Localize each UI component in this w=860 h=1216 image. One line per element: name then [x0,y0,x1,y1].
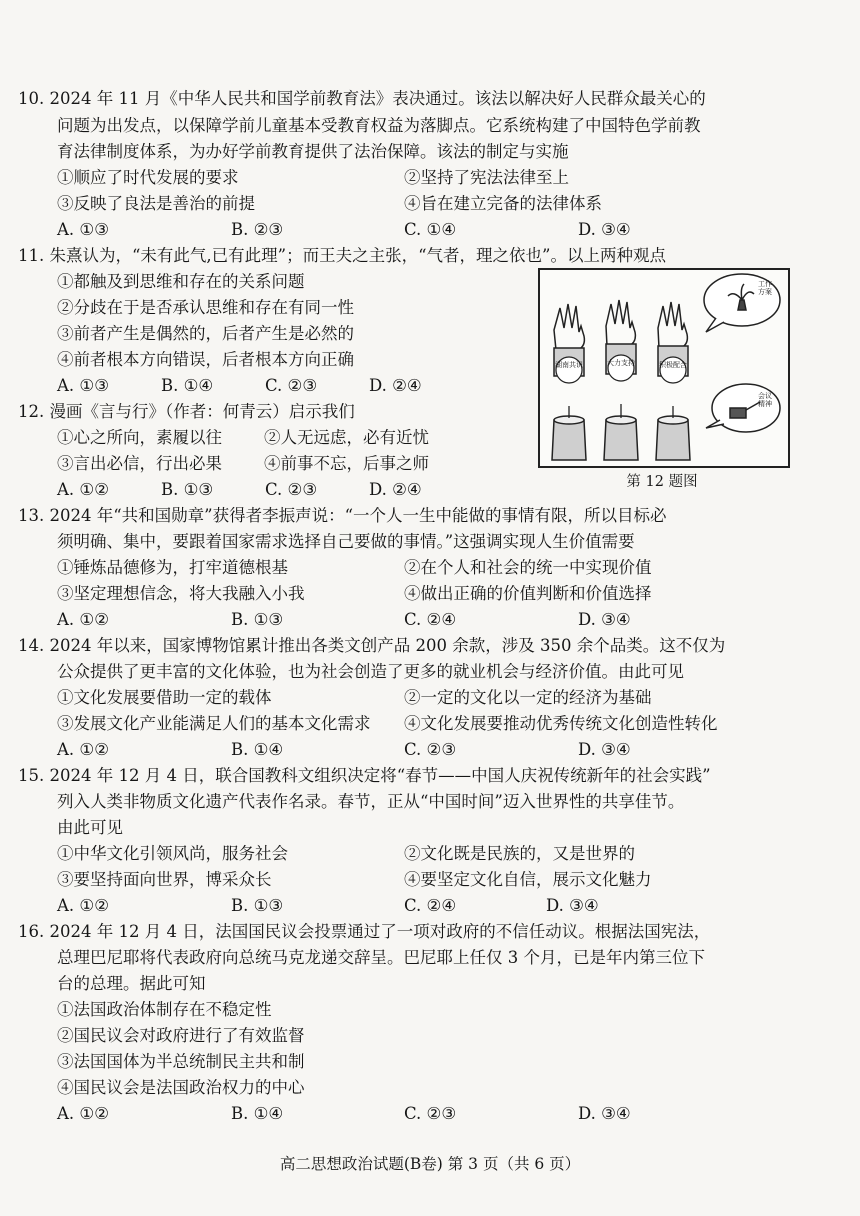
bubble-top-text: 工作方案 [758,280,772,296]
q16-choice-b: B. ①④ [231,1104,284,1123]
q11-choice-a: A. ①③ [57,376,109,395]
q13-item-2: ②在个人和社会的统一中实现价值 [404,558,652,577]
q11-choice-c: C. ②③ [265,376,318,395]
q14-line-2: 公众提供了更丰富的文化体验，也为社会创造了更多的就业机会与经济价值。由此可见 [57,662,684,681]
q14-choice-c: C. ②③ [404,740,457,759]
q10-line-1: 10. 2024 年 11 月《中华人民共和国学前教育法》表决通过。该法以解决好人民群众最关心的 [18,89,706,108]
q14-item-2: ②一定的文化以一定的经济为基础 [404,688,652,707]
q12-item-4: ④前事不忘，后事之师 [264,454,429,473]
q15-line-1: 15. 2024 年 12 月 4 日，联合国教科文组织决定将“春节——中国人庆祝传统新年的社会实践” [18,766,711,785]
q10-line-3: 育法律制度体系，为办好学前教育提供了法治保障。该法的制定与实施 [57,142,569,161]
q16-line-1: 16. 2024 年 12 月 4 日，法国国民议会投票通过了一项对政府的不信任动议。根据法国宪法， [18,922,711,941]
q12-choice-d: D. ②④ [369,480,422,499]
q16-item-1: ①法国政治体制存在不稳定性 [57,1000,272,1019]
q14-choice-a: A. ①② [57,740,109,759]
q15-choice-b: B. ①③ [231,896,284,915]
q12-choice-a: A. ①② [57,480,109,499]
hand-label-1: 湖南共识 [555,361,583,369]
q12-choice-c: C. ②③ [265,480,318,499]
q15-item-2: ②文化既是民族的，又是世界的 [404,844,635,863]
q10-item-2: ②坚持了宪法法律至上 [404,168,569,187]
q16-item-4: ④国民议会是法国政治权力的中心 [57,1078,305,1097]
q10-item-3: ③反映了良法是善治的前提 [57,194,255,213]
q10-choice-d: D. ③④ [578,220,631,239]
comic-figure [538,268,790,468]
q11-choice-b: B. ①④ [161,376,214,395]
q16-item-3: ③法国国体为半总统制民主共和制 [57,1052,305,1071]
q11-item-3: ③前者产生是偶然的，后者产生是必然的 [57,324,354,343]
q13-choice-b: B. ①③ [231,610,284,629]
q12-item-3: ③言出必信，行出必果 [57,454,222,473]
q11-choice-d: D. ②④ [369,376,422,395]
q15-choice-d: D. ③④ [546,896,599,915]
q10-item-4: ④旨在建立完备的法律体系 [404,194,602,213]
q13-choice-a: A. ①② [57,610,109,629]
q10-choice-a: A. ①③ [57,220,109,239]
q16-choice-c: C. ②③ [404,1104,457,1123]
q13-item-1: ①锤炼品德修为，打牢道德根基 [57,558,288,577]
q13-line-2: 须明确、集中，要跟着国家需求选择自己要做的事情。”这强调实现人生价值需要 [57,532,635,551]
q15-choice-c: C. ②④ [404,896,457,915]
q14-choice-d: D. ③④ [578,740,631,759]
q14-item-3: ③发展文化产业能满足人们的基本文化需求 [57,714,371,733]
q12-item-2: ②人无远虑，必有近忧 [264,428,429,447]
q16-item-2: ②国民议会对政府进行了有效监督 [57,1026,305,1045]
q13-choice-d: D. ③④ [578,610,631,629]
q15-item-3: ③要坚持面向世界，博采众长 [57,870,272,889]
q16-choice-d: D. ③④ [578,1104,631,1123]
q13-choice-c: C. ②④ [404,610,457,629]
hand-label-3: 积极配合 [659,361,687,369]
q10-item-1: ①顺应了时代发展的要求 [57,168,239,187]
hand-label-2: 大力支持 [607,359,635,367]
q16-line-2: 总理巴尼耶将代表政府向总统马克龙递交辞呈。巴尼耶上任仅 3 个月，已是年内第三位下 [57,948,705,967]
q14-choice-b: B. ①④ [231,740,284,759]
q12-item-1: ①心之所向，素履以往 [57,428,222,447]
q11-item-2: ②分歧在于是否承认思维和存在有同一性 [57,298,354,317]
q15-item-1: ①中华文化引领风尚，服务社会 [57,844,288,863]
q12-choice-b: B. ①③ [161,480,214,499]
q13-item-3: ③坚定理想信念，将大我融入小我 [57,584,305,603]
q12-line-1: 12. 漫画《言与行》（作者：何青云）启示我们 [18,402,355,421]
q11-item-4: ④前者根本方向错误，后者根本方向正确 [57,350,354,369]
figure-caption: 第 12 题图 [626,474,698,490]
q10-line-2: 问题为出发点，以保障学前儿童基本受教育权益为落脚点。它系统构建了中国特色学前教 [57,116,701,135]
q10-choice-c: C. ①④ [404,220,457,239]
q14-item-1: ①文化发展要借助一定的载体 [57,688,272,707]
q16-choice-a: A. ①② [57,1104,109,1123]
q10-choice-b: B. ②③ [231,220,284,239]
q11-line-1: 11. 朱熹认为，“未有此气,已有此理”；而王夫之主张，“气者，理之依也”。以上两种观点 [18,246,666,265]
q13-item-4: ④做出正确的价值判断和价值选择 [404,584,652,603]
bubble-bottom-text: 会议精神 [758,392,772,408]
q14-line-1: 14. 2024 年以来，国家博物馆累计推出各类文创产品 200 余款，涉及 350 余个品类。这不仅为 [18,636,726,655]
q15-line-3: 由此可见 [57,818,123,837]
page-footer: 高二思想政治试题(B卷) 第 3 页（共 6 页） [279,1155,581,1173]
q15-choice-a: A. ①② [57,896,109,915]
q15-line-2: 列入人类非物质文化遗产代表作名录。春节，正从“中国时间”迈入世界性的共享佳节。 [57,792,685,811]
q11-item-1: ①都触及到思维和存在的关系问题 [57,272,305,291]
q16-line-3: 台的总理。据此可知 [57,974,206,993]
q13-line-1: 13. 2024 年“共和国勋章”获得者李振声说：“一个人一生中能做的事情有限，所以目标必 [18,506,667,525]
q14-item-4: ④文化发展要推动优秀传统文化创造性转化 [404,714,718,733]
q15-item-4: ④要坚定文化自信，展示文化魅力 [404,870,652,889]
